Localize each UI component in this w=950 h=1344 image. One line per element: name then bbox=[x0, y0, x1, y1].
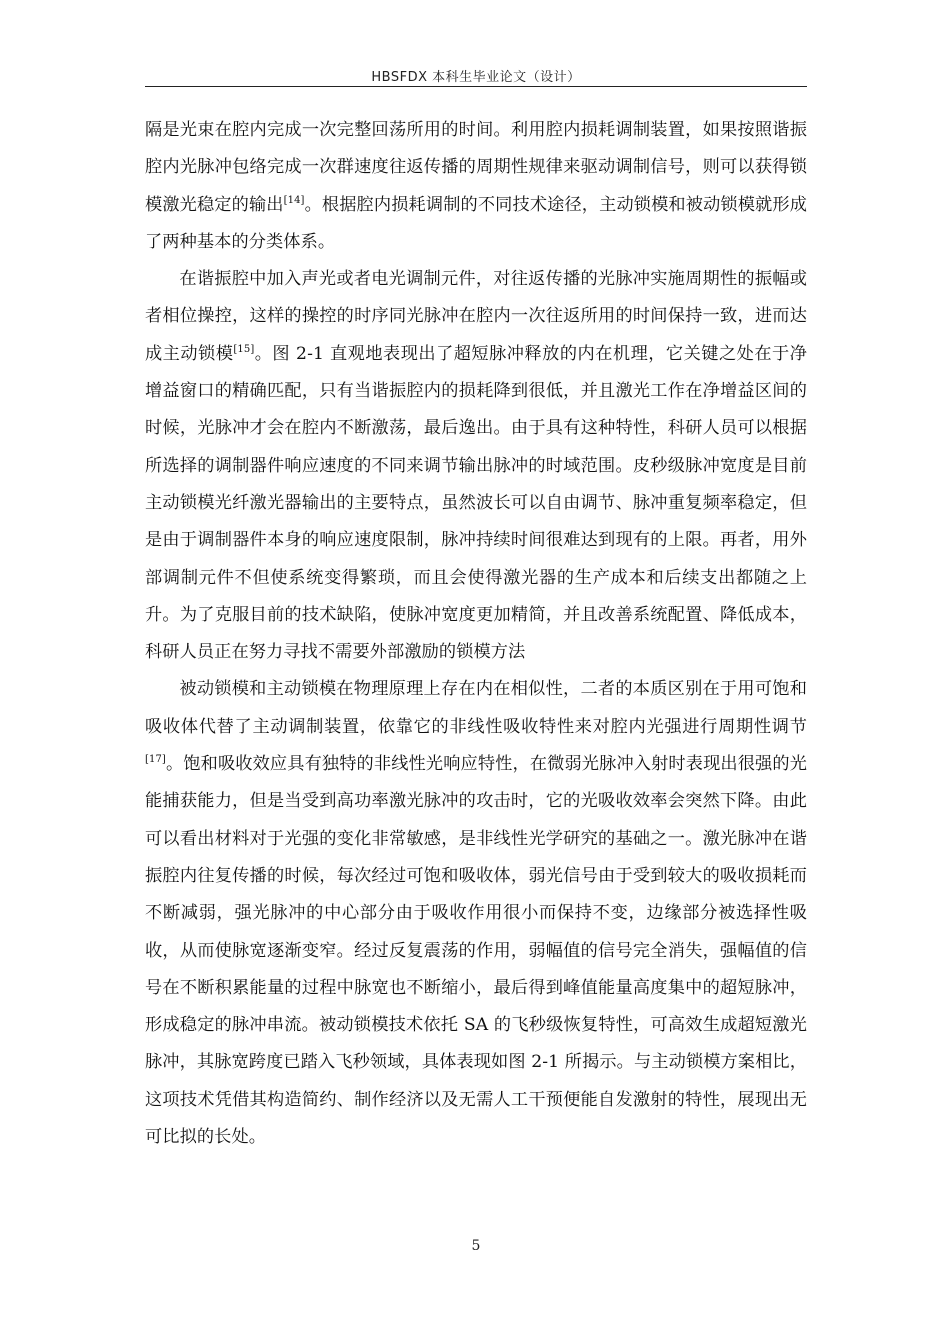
paragraph-text: 在谐振腔中加入声光或者电光调制元件，对往返传播的光脉冲实施周期性的振幅或者相位操控，这样的操控的时序同光脉冲在腔内一次往返所用的时间保持一致，进而达成主动锁模 bbox=[145, 269, 807, 364]
paragraph-text: 。图 2-1 直观地表现出了超短脉冲释放的内在机理，它关键之处在于净增益窗口的精确匹配，只有当谐振腔内的损耗降到很低，并且激光工作在净增益区间的时候，光脉冲才会在腔内不断激荡，最后逸出。由于具有这种特性，科研人员可以根据所选择的调制器件响应速度的不同来调节输出脉冲的时域范围。皮秒级脉冲宽度是目前主动锁模光纤激光器输出的主要特点，虽然波长可以自由调节、脉冲重复频率稳定，但是由于调制器件本身的响应速度限制，脉冲持续时间很难达到现有的上限。再者，用外部调制元件不但使系统变得繁琐，而且会使得激光器的生产成本和后续支出都随之上升。为了克服目前的技术缺陷，使脉冲宽度更加精简，并且改善系统配置、降低成本，科研人员正在努力寻找不需要外部激励的锁模方法 bbox=[145, 343, 807, 663]
paragraph-text: 隔是光束在腔内完成一次完整回荡所用的时间。利用腔内损耗调制装置，如果按照谐振腔内光脉冲包络完成一次群速度往返传播的周期性规律来驱动调制信号，则可以获得锁模激光稳定的输出 bbox=[145, 120, 807, 215]
citation-ref: [14] bbox=[283, 194, 305, 206]
paragraph-text: 被动锁模和主动锁模在物理原理上存在内在相似性，二者的本质区别在于用可饱和吸收体代替了主动调制装置，依靠它的非线性吸收特性来对腔内光强进行周期性调节 bbox=[145, 679, 807, 737]
header-rule bbox=[145, 86, 807, 87]
citation-ref: [17] bbox=[145, 754, 166, 766]
paragraph-text: 。根据腔内损耗调制的不同技术途径，主动锁模和被动锁模就形成了两种基本的分类体系。 bbox=[145, 194, 807, 252]
page-number: 5 bbox=[471, 1238, 481, 1254]
paragraph-text: 。饱和吸收效应具有独特的非线性光响应特性，在微弱光脉冲入射时表现出很强的光能捕获能力，但是当受到高功率激光脉冲的攻击时，它的光吸收效率会突然下降。由此可以看出材料对于光强的变化非常敏感，是非线性光学研究的基础之一。激光脉冲在谐振腔内往复传播的时候，每次经过可饱和吸收体，弱光信号由于受到较大的吸收损耗而不断减弱，强光脉冲的中心部分由于吸收作用很小而保持不变，边缘部分被选择性吸收，从而使脉宽逐渐变窄。经过反复震荡的作用，弱幅值的信号完全消失，强幅值的信号在不断积累能量的过程中脉宽也不断缩小，最后得到峰值能量高度集中的超短脉冲，形成稳定的脉冲串流。被动锁模技术依托 SA 的飞秒级恢复特性，可高效生成超短激光脉冲，其脉宽跨度已踏入飞秒领域，具体表现如图 2-1 所揭示。与主动锁模方案相比，这项技术凭借其构造简约、制作经济以及无需人工干预便能自发激射的特性，展现出无可比拟的长处。 bbox=[145, 754, 807, 1148]
citation-ref: [15] bbox=[233, 343, 255, 355]
document-body bbox=[145, 112, 807, 1156]
running-header: HBSFDX 本科生毕业论文（设计） bbox=[371, 70, 581, 85]
paragraph-active-mode-locking bbox=[145, 261, 807, 671]
paragraph-continuation bbox=[145, 112, 807, 261]
paragraph-passive-mode-locking bbox=[145, 671, 807, 1156]
